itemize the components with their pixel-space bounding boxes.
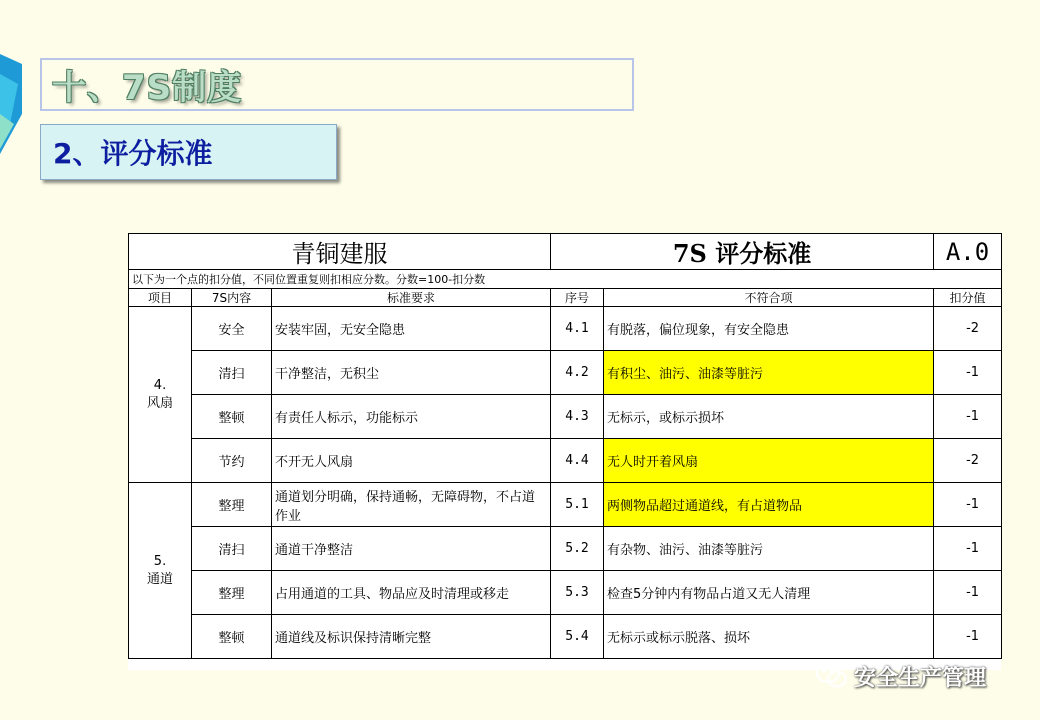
7s-content-cell: 节约 (192, 439, 272, 483)
deduction-cell: -1 (934, 395, 1002, 439)
scoring-table (128, 233, 1002, 659)
column-header-7s-content: 7S内容 (192, 289, 272, 307)
seq-cell: 4.2 (551, 351, 604, 395)
standard-cell: 安装牢固，无安全隐患 (272, 307, 551, 351)
deduction-cell: -1 (934, 483, 1002, 527)
standard-cell: 通道划分明确，保持通畅，无障碍物，不占道作业 (272, 483, 551, 527)
scoring-sheet (128, 233, 1001, 670)
table-row (129, 571, 1002, 615)
table-row (129, 307, 1002, 351)
seq-cell: 4.3 (551, 395, 604, 439)
nonconformity-cell: 有杂物、油污、油漆等脏污 (604, 527, 934, 571)
watermark (816, 660, 986, 692)
group-number: 4. (153, 377, 167, 393)
nonconformity-cell: 检查5分钟内有物品占道又无人清理 (604, 571, 934, 615)
table-row (129, 439, 1002, 483)
version-code: A.0 (934, 234, 1002, 270)
wechat-icon (816, 662, 848, 690)
header-row (129, 234, 1002, 270)
nonconformity-cell: 无人时开着风扇 (604, 439, 934, 483)
7s-content-cell: 整理 (192, 483, 272, 527)
deduction-cell: -1 (934, 615, 1002, 659)
seq-cell: 5.3 (551, 571, 604, 615)
group-label-cell (129, 483, 192, 659)
deduction-cell: -1 (934, 527, 1002, 571)
table-row (129, 615, 1002, 659)
deduction-cell: -1 (934, 571, 1002, 615)
column-header-nonconformity: 不符合项 (604, 289, 934, 307)
deduction-cell: -2 (934, 439, 1002, 483)
decorative-corner-graphic (0, 54, 22, 154)
slide-title: 十、7S制度 (52, 68, 243, 108)
nonconformity-cell: 无标示，或标示损坏 (604, 395, 934, 439)
group-name: 风扇 (146, 395, 173, 411)
seq-cell: 4.1 (551, 307, 604, 351)
standard-cell: 占用通道的工具、物品应及时清理或移走 (272, 571, 551, 615)
deduction-cell: -1 (934, 351, 1002, 395)
7s-content-cell: 安全 (192, 307, 272, 351)
7s-content-cell: 整顿 (192, 615, 272, 659)
column-header-seq: 序号 (551, 289, 604, 307)
seq-cell: 4.4 (551, 439, 604, 483)
seq-cell: 5.4 (551, 615, 604, 659)
nonconformity-cell: 有积尘、油污、油漆等脏污 (604, 351, 934, 395)
standard-cell: 有责任人标示，功能标示 (272, 395, 551, 439)
column-header-standard: 标准要求 (272, 289, 551, 307)
document-title: 7S 评分标准 (551, 234, 934, 270)
standard-cell: 干净整洁，无积尘 (272, 351, 551, 395)
slide-title-box (40, 58, 634, 111)
7s-content-cell: 清扫 (192, 351, 272, 395)
7s-content-cell: 整顿 (192, 395, 272, 439)
group-label-cell (129, 307, 192, 483)
scoring-note: 以下为一个点的扣分值，不同位置重复则扣相应分数。分数=100-扣分数 (129, 270, 1002, 289)
group-number: 5. (153, 553, 167, 569)
column-header-deduction: 扣分值 (934, 289, 1002, 307)
company-name: 青铜建服 (129, 234, 551, 270)
table-row (129, 351, 1002, 395)
nonconformity-cell: 有脱落，偏位现象，有安全隐患 (604, 307, 934, 351)
column-header-item: 项目 (129, 289, 192, 307)
column-header-row (129, 289, 1002, 307)
table-row (129, 395, 1002, 439)
nonconformity-cell: 无标示或标示脱落、损坏 (604, 615, 934, 659)
table-row (129, 527, 1002, 571)
note-row (129, 270, 1002, 289)
slide-subtitle-box (40, 124, 337, 180)
standard-cell: 不开无人风扇 (272, 439, 551, 483)
watermark-text: 安全生产管理 (854, 665, 987, 691)
seq-cell: 5.1 (551, 483, 604, 527)
standard-cell: 通道线及标识保持清晰完整 (272, 615, 551, 659)
7s-content-cell: 清扫 (192, 527, 272, 571)
seq-cell: 5.2 (551, 527, 604, 571)
table-row (129, 483, 1002, 527)
group-name: 通道 (146, 571, 173, 587)
slide-subtitle: 2、评分标准 (53, 137, 213, 170)
nonconformity-cell: 两侧物品超过通道线，有占道物品 (604, 483, 934, 527)
7s-content-cell: 整理 (192, 571, 272, 615)
deduction-cell: -2 (934, 307, 1002, 351)
standard-cell: 通道干净整洁 (272, 527, 551, 571)
